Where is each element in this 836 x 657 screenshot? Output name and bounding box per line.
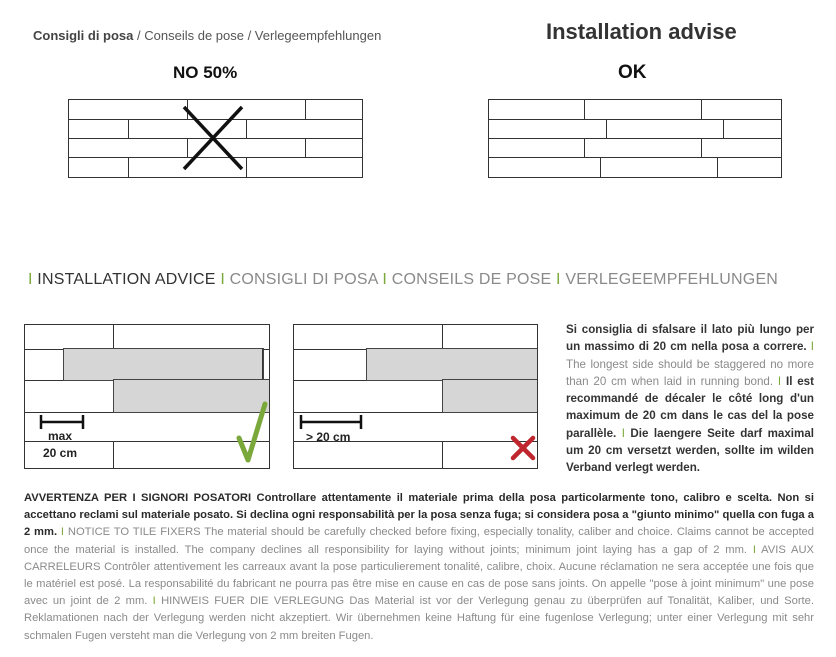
cross-mark-icon bbox=[181, 104, 245, 172]
title-other-languages: / Conseils de pose / Verlegeempfehlungen bbox=[133, 28, 382, 43]
installation-advice-heading: I INSTALLATION ADVICE I CONSIGLI DI POSA I CONSEILS DE POSE I VERLEGEEMPFEHLUNGEN bbox=[28, 271, 779, 288]
top-right-title: Installation advise bbox=[546, 19, 737, 44]
good-pattern-diagram bbox=[488, 99, 782, 178]
min-dimension-arrow bbox=[299, 414, 363, 430]
incorrect-layout-panel bbox=[293, 324, 538, 469]
check-mark-icon bbox=[235, 400, 269, 464]
bad-pattern-diagram bbox=[68, 99, 363, 178]
stagger-advice-text: Si consiglia di sfalsare il lato più lungo per un massimo di 20 cm nella posa a correre. I The longest side should be staggered no more than 20 cm when laid in running bond. I Il est recommandé de décaler le côté long d'un maximum de 20 cm dans le cas del la pose parallèle. I Die laengere Seite darf maximal um 20 cm versetzt werden, sollte im wilden Verband verlegt werden. bbox=[566, 323, 814, 475]
tile-fixers-notice: AVVERTENZA PER I SIGNORI POSATORI Controllare attentamente il materiale prima della posa particolarmente tono, calibro e scelta. Non si accettano reclami sul materiale posato. Si declina ogni responsabilità per la posa senza fuga; si considera posa a "giunto minimo" quella con fuga a 2 mm. I NOTICE TO TILE FIXERS The material should be carefully checked before fixing, especially tonality, caliber and choice. Claims cannot be accepted once the material is installed. The company declines all responsibility for laying without joints; minimum joint laying has a gap of 2 mm. I AVIS AUX CARRELEURS Contrôler attentivement les carreaux avant la pose particulierement tonalité, calibre, choix. Aucune réclamation ne sera acceptée une fois que le matériel est posé. La responsabilité du fabricant ne pourra pas être mise en cause en cas de pose sans joints. On appelle "pose à joint minimum" une pose avec un joint de 2 mm. I HINWEIS FUER DIE VERLEGUNG Das Material ist vor der Verlegung genau zu überprüfen auf Tonalität, Kaliber, und Sorte. Reklamationen nach der Verlegung werden nicht akzeptiert. Wir übernehmen keine Haftung für eine fugenlose Verlegung; unter einer Verlegung mit sehr schmalen Fugen versteht man die Verlegung von 2 mm breiten Fugen. bbox=[24, 492, 814, 642]
max-value-label: 20 cm bbox=[43, 446, 78, 460]
over-value-label: > 20 cm bbox=[306, 430, 351, 444]
correct-layout-panel bbox=[24, 324, 270, 469]
top-left-title bbox=[33, 28, 381, 43]
title-italian: Consigli di posa bbox=[33, 28, 134, 43]
red-cross-icon bbox=[509, 434, 537, 462]
bad-pattern-label: NO 50% bbox=[173, 63, 238, 82]
good-pattern-label: OK bbox=[618, 62, 647, 83]
max-dimension-arrow bbox=[39, 414, 85, 430]
max-label: max bbox=[48, 429, 73, 443]
